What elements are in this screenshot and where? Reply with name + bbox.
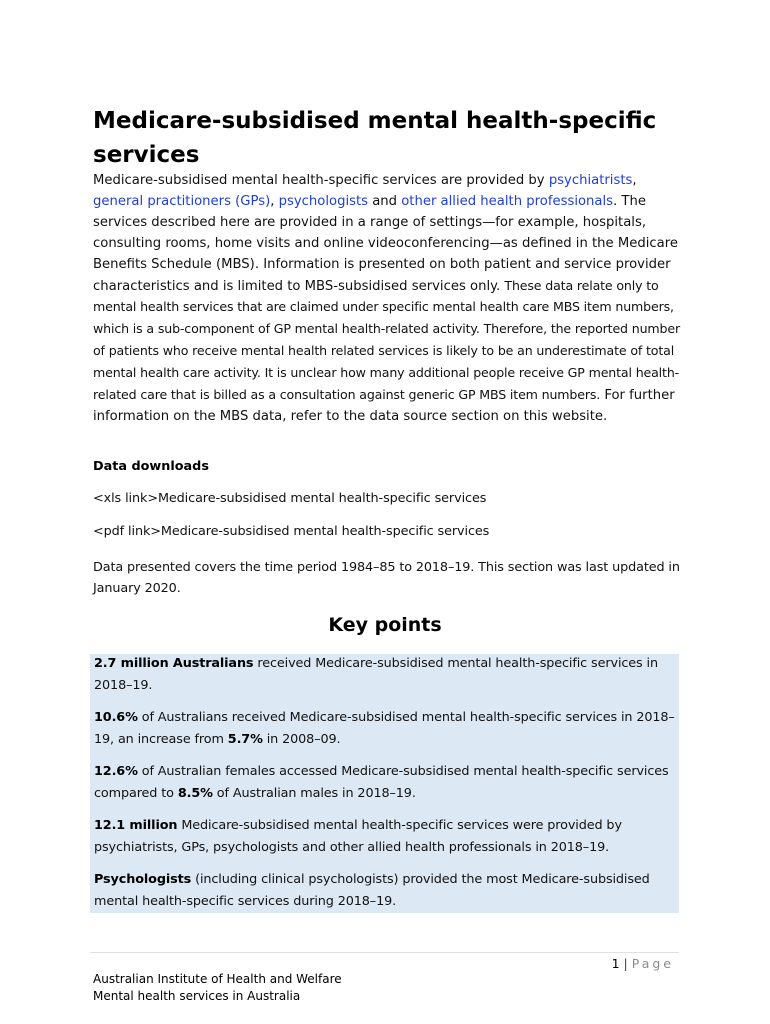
key-point-5-highlight: Psychologists — [94, 872, 192, 887]
page-title: Medicare-subsidised mental health-specific services — [93, 108, 657, 168]
key-points-heading: Key points — [328, 614, 442, 636]
key-point-1-text: received Medicare-subsidised mental health-specific services in 2018–19. — [94, 656, 658, 693]
key-point-3-text: of Australian females accessed Medicare-subsidised mental health-specific services compared to — [94, 764, 669, 801]
key-point-5-text: (including clinical psychologists) provided the most Medicare-subsidised mental health-specific services during 2018–19. — [94, 872, 650, 909]
page-number — [612, 956, 674, 972]
key-point-2 — [94, 707, 678, 750]
key-point-2-text-2: in 2008–09. — [262, 731, 341, 747]
footer-divider — [90, 952, 679, 953]
intro-text-2: . The services described here are provided in a range of settings—for example, hospitals, consulting rooms, home visits and online videoconferencing—as defined in the Medicare Benefits Schedule (MBS). Information is presented on both patient and service provider characteristics and is limited to MBS-subsidised services only. — [93, 193, 678, 294]
intro-and: and — [368, 193, 402, 209]
page-word: Page — [631, 956, 674, 971]
key-point-4 — [94, 815, 678, 858]
key-point-3-highlight-2: 8.5% — [177, 785, 213, 801]
key-point-1-highlight: 2.7 million Australians — [94, 656, 254, 671]
key-point-2-highlight-2: 5.7% — [227, 731, 263, 747]
page-separator: | — [619, 956, 632, 971]
coverage-note: Data presented covers the time period 1984–85 to 2018–19. This section was last updated in January 2020. — [93, 560, 680, 596]
psychologists-link[interactable]: psychologists — [278, 193, 369, 209]
intro-comma-1: , — [632, 173, 637, 188]
key-point-4-text: Medicare-subsidised mental health-specific services were provided by psychiatrists, GPs, psychologists and other allied health professionals in 2018–19. — [94, 818, 622, 855]
key-point-1 — [94, 653, 678, 696]
intro-text-4: For further information on the MBS data, refer to the data source section on this website. — [93, 388, 675, 424]
general-practitioners-link[interactable]: general practitioners (GPs) — [93, 193, 271, 209]
key-point-3-highlight: 12.6% — [94, 764, 138, 779]
intro-text-1: Medicare-subsidised mental health-specific services are provided by — [93, 173, 549, 188]
footer-organisation: Australian Institute of Health and Welfare — [93, 972, 342, 986]
key-point-5 — [94, 869, 678, 912]
data-downloads-heading: Data downloads — [93, 459, 209, 474]
xls-download-link[interactable]: <xls link>Medicare-subsidised mental health-specific services — [93, 491, 487, 506]
key-point-3 — [94, 761, 678, 804]
psychiatrists-link[interactable]: psychiatrists — [548, 173, 633, 188]
footer-report-title: Mental health services in Australia — [93, 989, 301, 1003]
key-point-3-text-2: of Australian males in 2018–19. — [212, 785, 416, 801]
key-points-box — [90, 654, 679, 913]
key-point-2-highlight: 10.6% — [94, 710, 138, 725]
allied-health-link[interactable]: other allied health professionals — [401, 193, 614, 209]
key-point-2-text: of Australians received Medicare-subsidised mental health-specific services in 2018–19, an increase from — [94, 710, 675, 747]
page-number-value: 1 — [611, 956, 620, 971]
intro-comma-2: , — [270, 193, 279, 209]
key-point-4-highlight: 12.1 million — [94, 818, 178, 833]
pdf-download-link[interactable]: <pdf link>Medicare-subsidised mental health-specific services — [93, 524, 490, 539]
intro-paragraph — [93, 171, 683, 428]
intro-text-3: These data relate only to mental health services that are claimed under specific mental health care MBS item numbers, which is a sub-component of GP mental health-related activity. Therefore, the reported number of patients who receive mental health related services is likely to be an underestimate of total mental health care activity. It is unclear how many additional people receive GP mental health-related care that is billed as a consultation against generic GP MBS item numbers. — [93, 277, 680, 403]
